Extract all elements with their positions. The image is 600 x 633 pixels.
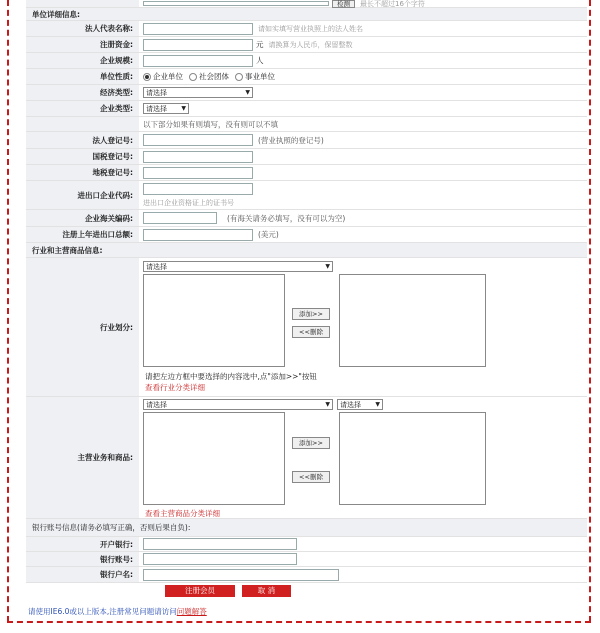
last-year-hint: (美元) <box>258 230 279 239</box>
capital-hint: 请换算为人民币，保留整数 <box>268 40 353 49</box>
chevron-down-icon: ▼ <box>325 263 330 270</box>
legal-reg-label: 法人登记号: <box>26 132 139 148</box>
econ-type-value: 请选择 <box>146 88 167 97</box>
option-institution-label: 事业单位 <box>245 72 275 81</box>
row-business <box>26 397 587 519</box>
business-select-primary[interactable] <box>143 399 333 410</box>
industry-remove-button[interactable]: <<删除 <box>292 326 330 338</box>
section-industry-title: 行业和主营商品信息: <box>26 243 587 258</box>
scale-input[interactable] <box>143 55 253 67</box>
row-nature <box>26 69 587 85</box>
section-bank-title: 银行账号信息(请务必填写正确，否则后果自负): <box>26 519 587 537</box>
faq-link[interactable]: 问题解答 <box>176 607 207 616</box>
industry-select-value: 请选择 <box>146 262 167 271</box>
business-detail-link[interactable]: 查看主营商品分类详细 <box>145 509 220 518</box>
import-export-hint: 进出口企业资格证上的证书号 <box>143 198 234 207</box>
footer-text: 请使用IE6.0或以上版本,注册常见问题请访问 <box>28 607 177 616</box>
business-remove-button[interactable]: <<删除 <box>292 471 330 483</box>
legal-rep-hint: 请如实填写营业执照上的法人姓名 <box>258 24 363 33</box>
business-source-list[interactable] <box>143 412 285 505</box>
row-account-no <box>26 552 587 567</box>
business-target-list[interactable] <box>339 412 486 505</box>
account-no-label: 银行账号: <box>26 552 139 566</box>
row-capital <box>26 37 587 53</box>
industry-select[interactable] <box>143 261 333 272</box>
radio-institution[interactable] <box>235 73 243 81</box>
business-select-primary-value: 请选择 <box>146 400 167 409</box>
row-legal-reg <box>26 132 587 149</box>
legal-reg-hint: (营业执照的登记号) <box>258 135 324 145</box>
capital-label: 注册资金: <box>26 37 139 52</box>
chevron-down-icon: ▼ <box>325 401 330 408</box>
dashed-border-right <box>589 0 591 622</box>
option-social-label: 社会团体 <box>199 72 229 81</box>
optional-note: 以下部分如果有则填写，没有则可以不填 <box>143 119 278 129</box>
import-export-input[interactable] <box>143 183 253 195</box>
footer-note <box>28 606 207 617</box>
local-tax-input[interactable] <box>143 167 253 179</box>
chevron-down-icon: ▼ <box>245 89 250 96</box>
ent-type-label: 企业类型: <box>26 101 139 116</box>
business-select-secondary-value: 请选择 <box>340 400 361 409</box>
row-customs <box>26 210 587 227</box>
account-name-label: 银行户名: <box>26 567 139 582</box>
dashed-border-bottom <box>7 621 591 623</box>
row-scale <box>26 53 587 69</box>
cancel-button[interactable]: 取 消 <box>242 585 291 597</box>
check-button[interactable]: 检测 <box>332 0 355 8</box>
last-year-label: 注册上年进出口总额: <box>26 227 139 242</box>
chevron-down-icon: ▼ <box>181 105 186 112</box>
industry-add-button[interactable]: 添加>> <box>292 308 330 320</box>
register-button[interactable]: 注册会员 <box>165 585 235 597</box>
capital-input[interactable] <box>143 39 253 51</box>
local-tax-label: 地税登记号: <box>26 165 139 180</box>
industry-source-list[interactable] <box>143 274 285 367</box>
customs-hint: (有海关请务必填写，没有可以为空) <box>227 213 346 223</box>
top-partial-row <box>26 0 587 8</box>
econ-type-select[interactable] <box>143 87 253 98</box>
scale-label: 企业规模: <box>26 53 139 68</box>
option-enterprise-label: 企业单位 <box>153 72 183 81</box>
row-actions <box>26 583 587 600</box>
legal-rep-label: 法人代表名称: <box>26 21 139 36</box>
business-label: 主营业务和商品: <box>26 397 139 518</box>
account-name-input[interactable] <box>143 569 339 581</box>
bank-name-input[interactable] <box>143 538 297 550</box>
row-account-name <box>26 567 587 583</box>
top-input[interactable] <box>143 1 329 6</box>
business-select-secondary[interactable] <box>337 399 383 410</box>
capital-unit: 元 <box>256 40 264 49</box>
row-last-year <box>26 227 587 243</box>
industry-instruction: 请把左边方框中要选择的内容选中,点"添加>>"按钮 <box>145 372 317 381</box>
industry-label: 行业划分: <box>26 258 139 396</box>
row-bank-name <box>26 537 587 552</box>
customs-label: 企业海关编码: <box>26 210 139 226</box>
row-industry <box>26 258 587 397</box>
chevron-down-icon: ▼ <box>375 401 380 408</box>
customs-input[interactable] <box>143 212 217 224</box>
national-tax-input[interactable] <box>143 151 253 163</box>
section-detail-title: 单位详细信息: <box>26 8 587 21</box>
scale-unit: 人 <box>256 56 264 65</box>
legal-reg-input[interactable] <box>143 134 253 146</box>
nature-label: 单位性质: <box>26 69 139 84</box>
row-import-export <box>26 181 587 210</box>
row-national-tax <box>26 149 587 165</box>
account-no-input[interactable] <box>143 553 297 565</box>
radio-enterprise[interactable] <box>143 73 151 81</box>
top-hint: 最长不超过16个字符 <box>360 0 425 8</box>
row-econ-type <box>26 85 587 101</box>
dashed-border-left <box>7 0 9 622</box>
ent-type-select[interactable] <box>143 103 189 114</box>
ent-type-value: 请选择 <box>146 104 167 113</box>
business-add-button[interactable]: 添加>> <box>292 437 330 449</box>
import-export-label: 进出口企业代码: <box>26 181 139 209</box>
row-ent-type <box>26 101 587 117</box>
last-year-input[interactable] <box>143 229 253 241</box>
econ-type-label: 经济类型: <box>26 85 139 100</box>
industry-target-list[interactable] <box>339 274 486 367</box>
industry-detail-link[interactable]: 查看行业分类详细 <box>145 383 205 392</box>
legal-rep-input[interactable] <box>143 23 253 35</box>
row-legal-rep <box>26 21 587 37</box>
national-tax-label: 国税登记号: <box>26 149 139 164</box>
row-optional-note <box>26 117 587 132</box>
radio-social[interactable] <box>189 73 197 81</box>
bank-name-label: 开户银行: <box>26 537 139 551</box>
row-local-tax <box>26 165 587 181</box>
